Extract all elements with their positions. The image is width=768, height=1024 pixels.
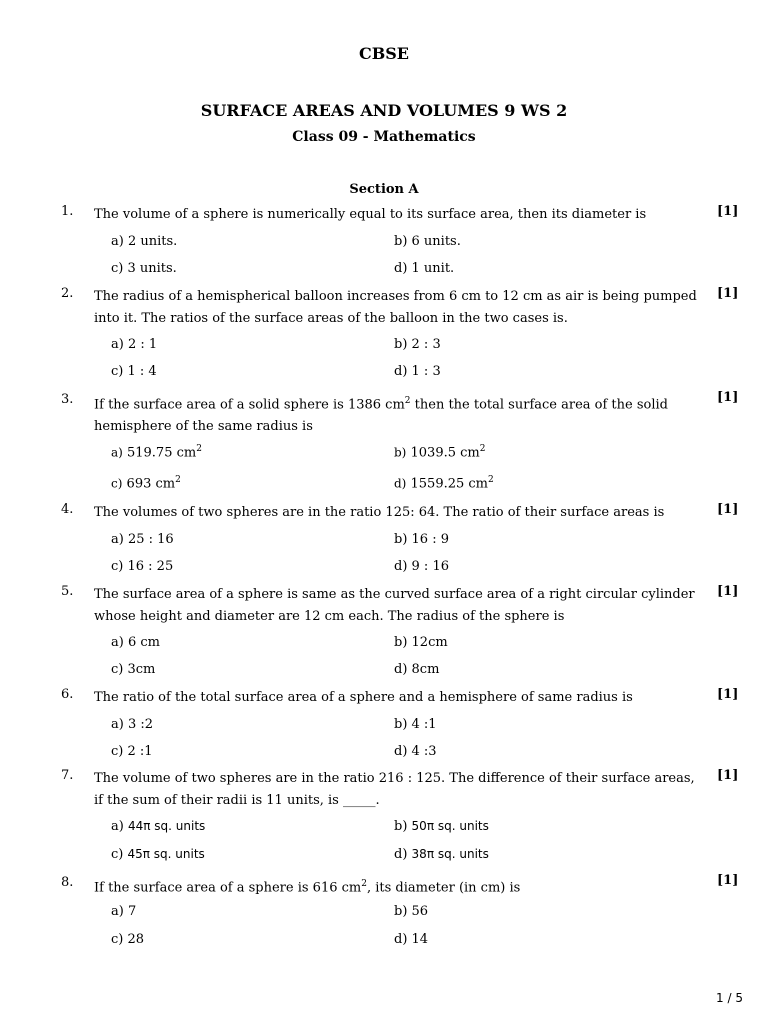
option-c: c) 3cm <box>111 662 156 677</box>
option-c: c) 693 $cm^2$ <box>111 475 181 492</box>
question-marks: [1] <box>717 204 739 219</box>
option-c: c) 45π sq. units <box>111 847 205 862</box>
option-a: a) 3 :2 <box>111 717 154 732</box>
question-text: The radius of a hemispherical balloon increases from 6 cm to 12 cm as air is being pumped into it. The ratios of the surface areas of the balloon in the two cases is. <box>94 289 697 326</box>
option-d: d) 1 : 3 <box>394 364 441 379</box>
question-marks: [1] <box>717 286 739 301</box>
option-d: d) 1559.25 $cm^2$ <box>394 475 494 492</box>
question-marks: [1] <box>717 390 739 405</box>
option-a: a) 2 units. <box>111 234 178 249</box>
worksheet-subtitle: Class 09 - Mathematics <box>292 129 476 145</box>
option-d: d) 8cm <box>394 662 440 677</box>
question-marks: [1] <box>717 687 739 702</box>
option-b: b) 6 units. <box>394 234 461 249</box>
brand-heading: CBSE <box>358 44 409 63</box>
option-d: d) 4 :3 <box>394 744 437 759</box>
question-number: 7. <box>61 768 74 783</box>
question-number: 1. <box>61 204 74 219</box>
option-a: a) 44π sq. units <box>111 819 206 834</box>
option-b: b) 2 : 3 <box>394 337 441 352</box>
page-indicator: 1 / 5 <box>716 991 743 1005</box>
option-a: a) 519.75 $cm^2$ <box>111 444 202 461</box>
question-text: The ratio of the total surface area of a sphere and a hemisphere of same radius is <box>94 690 633 705</box>
question-number: 2. <box>61 286 74 301</box>
question-text: The volume of a sphere is numerically equal to its surface area, then its diameter is <box>94 207 647 222</box>
option-b: b) 12cm <box>394 635 448 650</box>
option-a: a) 25 : 16 <box>111 532 174 547</box>
option-b: b) 16 : 9 <box>394 532 449 547</box>
option-a: a) 7 <box>111 904 137 919</box>
question-marks: [1] <box>717 873 739 888</box>
option-c: c) 2 :1 <box>111 744 153 759</box>
option-c: c) 3 units. <box>111 261 177 276</box>
option-b: b) 50π sq. units <box>394 819 489 834</box>
option-d: d) 1 unit. <box>394 261 455 276</box>
option-b: b) 1039.5 $cm^2$ <box>394 444 486 461</box>
question-number: 4. <box>61 502 74 517</box>
option-b: b) 4 :1 <box>394 717 437 732</box>
question-number: 8. <box>61 875 74 890</box>
question-text: If the surface area of a sphere is 616 $cm^2$, its diameter (in cm) is <box>94 879 521 896</box>
option-a: a) 6 cm <box>111 635 160 650</box>
option-a: a) 2 : 1 <box>111 337 158 352</box>
question-number: 6. <box>61 687 74 702</box>
question-text: The volumes of two spheres are in the ratio 125: 64. The ratio of their surface areas is <box>94 505 665 520</box>
question-number: 5. <box>61 584 74 599</box>
question-text: The surface area of a sphere is same as the curved surface area of a right circular cylinder whose height and diameter are 12 cm each. The radius of the sphere is <box>94 587 695 624</box>
worksheet-title: SURFACE AREAS AND VOLUMES 9 WS 2 <box>200 101 568 120</box>
question-number: 3. <box>61 392 74 407</box>
option-c: c) 28 <box>111 932 145 947</box>
option-d: d) 38π sq. units <box>394 847 489 862</box>
question-text: If the surface area of a solid sphere is 1386 $cm^2$ then the total surface area of the solid hemisphere of the same radius is <box>94 396 668 435</box>
question-marks: [1] <box>717 768 739 783</box>
option-c: c) 16 : 25 <box>111 559 174 574</box>
question-text: The volume of two spheres are in the ratio 216 : 125. The difference of their surface areas, if the sum of their radii is 11 units, is _____. <box>94 771 695 808</box>
question-marks: [1] <box>717 584 739 599</box>
section-heading: Section A <box>349 182 419 197</box>
question-marks: [1] <box>717 502 739 517</box>
option-d: d) 14 <box>394 932 429 947</box>
option-d: d) 9 : 16 <box>394 559 449 574</box>
option-c: c) 1 : 4 <box>111 364 157 379</box>
option-b: b) 56 <box>394 904 429 919</box>
